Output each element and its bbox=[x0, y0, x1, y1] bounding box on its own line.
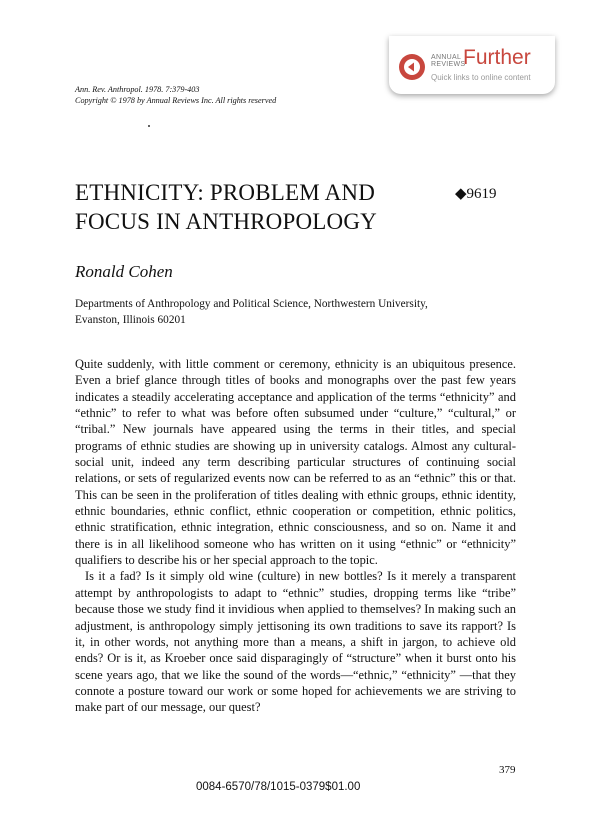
article-code: ◆9619 bbox=[455, 186, 497, 202]
citation-line1: Ann. Rev. Anthropol. 1978. 7:379-403 bbox=[75, 85, 200, 94]
affiliation-line2: Evanston, Illinois 60201 bbox=[75, 314, 186, 326]
affiliation-line1: Departments of Anthropology and Political Science, Northwestern University, bbox=[75, 298, 428, 310]
title-line1: ETHNICITY: PROBLEM AND bbox=[75, 180, 376, 205]
speck-mark bbox=[148, 125, 150, 127]
title-line2: FOCUS IN ANTHROPOLOGY bbox=[75, 209, 377, 234]
article-body bbox=[75, 356, 516, 716]
body-paragraph-1: Quite suddenly, with little comment or ceremony, ethnicity is an ubiquitous presence. Even a brief glance through titles of books and monographs over the past few years indicates a steadily accelerating acceptance and application of the terms “ethnicity” and “ethnic” to refer to what was before often subsumed under “culture,” “cultural,” or “tribal.” New journals have appeared using the terms in their titles, and special programs of ethnic studies are showing up in university catalogs. Almost any cultural-social unit, indeed any term describing particular structures of continuing social relations, or sets of regularized events now can be referred to as an “ethnic” this or that. This can be seen in the proliferation of titles dealing with ethnic groups, ethnic identity, ethnic boundaries, ethnic conflict, ethnic cooperation or competition, ethnic politics, ethnic stratification, ethnic integration, ethnic consciousness, and so on. Name it and there is in all likelihood someone who has written on it using “ethnic” or “ethnicity” qualifiers to describe his or her special approach to the topic. bbox=[75, 357, 516, 568]
body-paragraph-2: Is it a fad? Is it simply old wine (culture) in new bottles? Is it merely a transparent attempt by anthropologists to adapt to “ethnic” studies, dropping terms like “tribe” because those we study find it invidious when applied to themselves? In making such an adjustment, is anthropology simply jettisoning its own traditions to save its rapport? Is it, in other words, not anything more than a means, a shift in jargon, to achieve old ends? Or is it, as Kroeber once said disparagingly of “structure” when it burst onto his scene years ago, that we like the sound of the words—“ethnic,” “ethnicity” —that they connote a posture toward our work or some hoped for achievements we are striving to make part of our message, our quest? bbox=[75, 569, 516, 715]
footer-code: 0084-6570/78/1015-0379$01.00 bbox=[196, 781, 361, 793]
author-affiliation bbox=[75, 296, 428, 328]
further-banner[interactable] bbox=[389, 36, 555, 94]
banner-brand bbox=[431, 54, 465, 68]
banner-further-word: Further bbox=[463, 46, 531, 69]
page-number: 379 bbox=[499, 764, 516, 776]
left-arrow-icon bbox=[399, 54, 425, 80]
article-title bbox=[75, 178, 435, 236]
citation-line2: Copyright © 1978 by Annual Reviews Inc. All rights reserved bbox=[75, 95, 277, 105]
banner-subtitle: Quick links to online content bbox=[431, 73, 531, 82]
banner-brand-line2: REVIEWS bbox=[431, 61, 466, 68]
journal-citation bbox=[75, 85, 276, 106]
author-name: Ronald Cohen bbox=[75, 262, 173, 281]
banner-brand-line1: ANNUAL bbox=[431, 54, 462, 61]
